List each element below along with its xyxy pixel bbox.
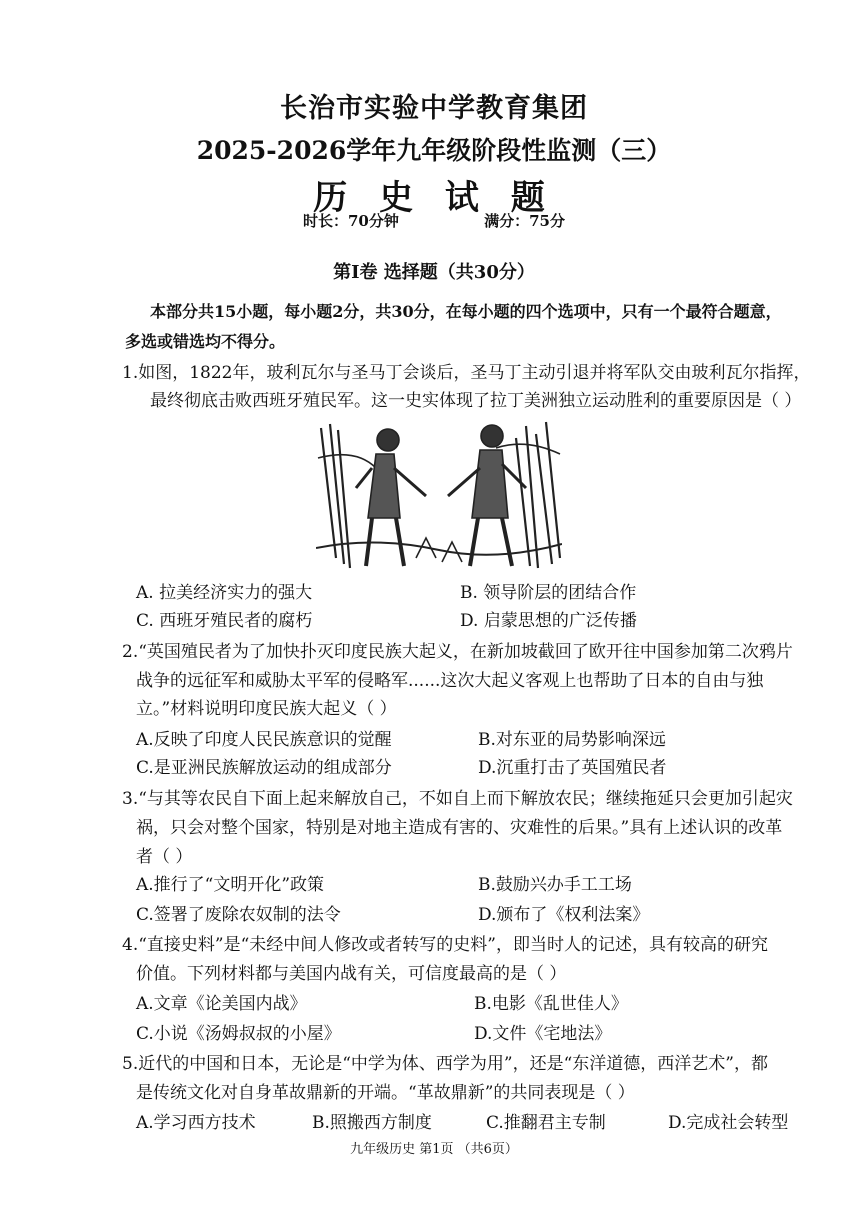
q2-option-a[interactable]: A.反映了印度人民民族意识的觉醒 — [136, 730, 392, 750]
q5-option-b[interactable]: B.照搬西方制度 — [312, 1113, 432, 1133]
q4-stem-line1: 4.“直接史料”是“未经中间人修改或者转写的史料”，即当时人的记述，具有较高的研究 — [122, 935, 768, 955]
engraving-two-figures-icon — [316, 418, 562, 570]
q5-stem-line1: 5.近代的中国和日本，无论是“中学为体、西学为用”，还是“东洋道德，西洋艺术”，都 — [122, 1054, 768, 1074]
q5-stem-line2: 是传统文化对自身革故鼎新的开端。“革故鼎新”的共同表现是（ ） — [136, 1083, 635, 1103]
school-name: 长治市实验中学教育集团 — [280, 93, 588, 124]
duration: 时长：70分钟 — [303, 212, 399, 230]
exam-meta — [0, 210, 868, 231]
q4-option-c[interactable]: C.小说《汤姆叔叔的小屋》 — [136, 1024, 341, 1044]
q2-option-c[interactable]: C.是亚洲民族解放运动的组成部分 — [136, 758, 392, 778]
q3-stem-line3: 者（ ） — [136, 847, 193, 867]
q4-stem-line2: 价值。下列材料都与美国内战有关，可信度最高的是（ ） — [136, 964, 567, 984]
q2-stem-line3: 立。”材料说明印度民族大起义（ ） — [136, 699, 397, 719]
page-footer: 九年级历史 第1页 （共6页） — [350, 1142, 518, 1157]
q3-stem-line2: 祸，只会对整个国家，特别是对地主造成有害的、灾难性的后果。”具有上述认识的改革 — [136, 818, 783, 838]
q4-option-b[interactable]: B.电影《乱世佳人》 — [474, 994, 628, 1014]
full-score: 满分：75分 — [484, 212, 565, 230]
section-title: 第Ⅰ卷 选择题（共30分） — [333, 262, 535, 283]
q5-option-d[interactable]: D.完成社会转型 — [668, 1113, 789, 1133]
instructions-line2: 多选或错选均不得分。 — [125, 332, 286, 351]
q1-option-b[interactable]: B. 领导阶层的团结合作 — [460, 583, 637, 603]
instructions-line1: 本部分共15小题，每小题2分，共30分，在每小题的四个选项中，只有一个最符合题意， — [150, 302, 782, 321]
q4-option-a[interactable]: A.文章《论美国内战》 — [136, 994, 307, 1014]
q3-option-d[interactable]: D.颁布了《权利法案》 — [478, 905, 650, 925]
q3-stem-line1: 3.“与其等农民自下面上起来解放自己，不如自上而下解放农民；继续拖延只会更加引起灾 — [122, 789, 793, 809]
q2-option-d[interactable]: D.沉重打击了英国殖民者 — [478, 758, 667, 778]
q1-option-d[interactable]: D. 启蒙思想的广泛传播 — [460, 611, 637, 631]
q5-option-a[interactable]: A.学习西方技术 — [136, 1113, 256, 1133]
q2-stem-line2: 战争的远征军和威胁太平军的侵略军......这次大起义客观上也帮助了日本的自由与独 — [136, 671, 764, 691]
q2-stem-line1: 2.“英国殖民者为了加快扑灭印度民族大起义，在新加坡截回了欧开往中国参加第二次鸦片 — [122, 642, 793, 662]
q1-option-a[interactable]: A. 拉美经济实力的强大 — [136, 583, 313, 603]
exam-title: 2025-2026学年九年级阶段性监测（三） — [196, 136, 672, 165]
q3-option-b[interactable]: B.鼓励兴办手工工场 — [478, 875, 632, 895]
q1-stem-line1: 1.如图，1822年，玻利瓦尔与圣马丁会谈后，圣马丁主动引退并将军队交由玻利瓦尔指挥， — [122, 363, 811, 383]
subject-title: 历 史 试 题 — [313, 178, 555, 218]
q2-option-b[interactable]: B.对东亚的局势影响深远 — [478, 730, 666, 750]
q3-option-c[interactable]: C.签署了废除农奴制的法令 — [136, 905, 341, 925]
q1-option-c[interactable]: C. 西班牙殖民者的腐朽 — [136, 611, 313, 631]
q1-stem-line2: 最终彻底击败西班牙殖民军。这一史实体现了拉丁美洲独立运动胜利的重要原因是（ ） — [150, 391, 802, 411]
q4-option-d[interactable]: D.文件《宅地法》 — [474, 1024, 612, 1044]
q3-option-a[interactable]: A.推行了“文明开化”政策 — [136, 875, 325, 895]
q5-option-c[interactable]: C.推翻君主专制 — [486, 1113, 606, 1133]
